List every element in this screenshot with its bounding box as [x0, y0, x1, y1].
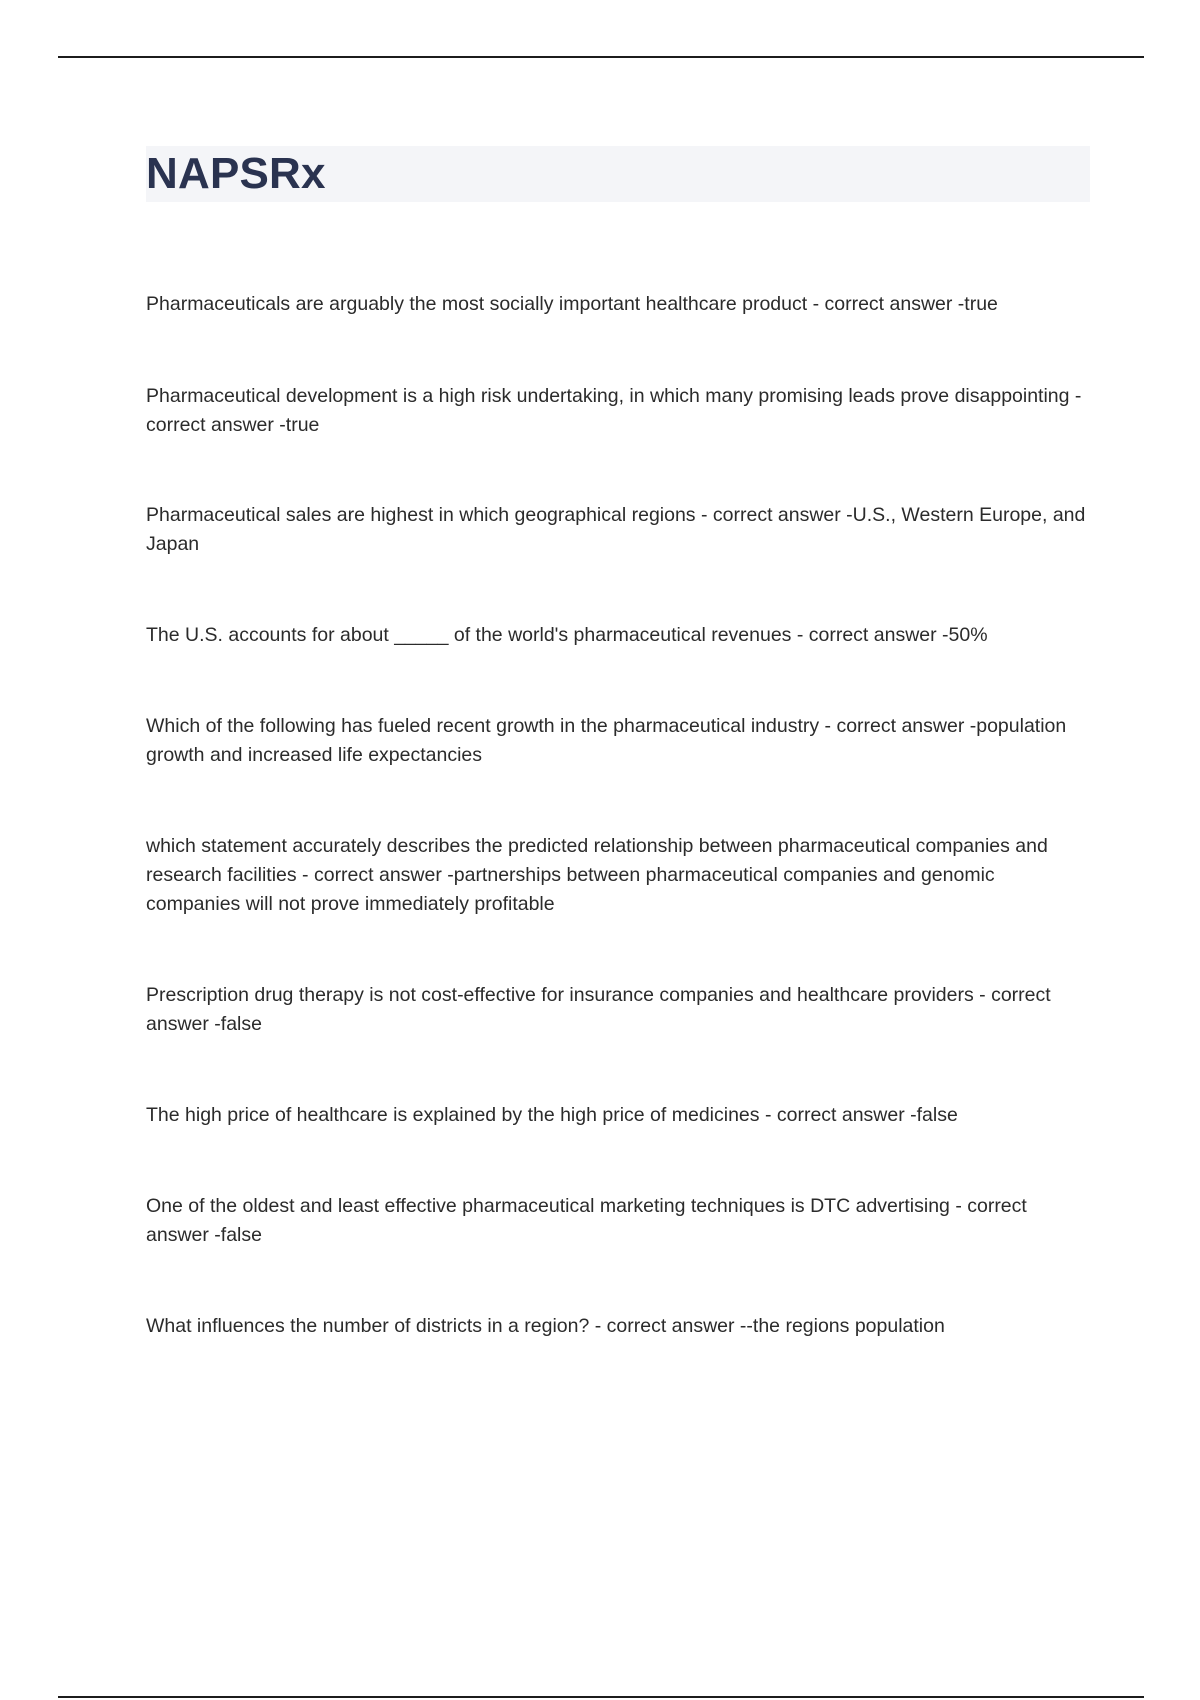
top-rule — [58, 56, 1144, 58]
qa-item-6: which statement accurately describes the predicted relationship between pharmaceutical companies and research facilities - correct answer -partnerships between pharmaceutical companies and genomic companies will not prove immediately profitable — [146, 835, 1048, 915]
qa-item-3: Pharmaceutical sales are highest in which geographical regions - correct answer -U.S., Western Europe, and Japan — [146, 504, 1086, 555]
qa-item-4: The U.S. accounts for about _____ of the world's pharmaceutical revenues - correct answer -50% — [146, 624, 988, 646]
title-band — [146, 146, 1090, 202]
qa-item-9: One of the oldest and least effective pharmaceutical marketing techniques is DTC advertising - correct answer -false — [146, 1195, 1027, 1246]
bottom-rule — [58, 1696, 1144, 1698]
qa-item-10: What influences the number of districts in a region? - correct answer --the regions population — [146, 1315, 945, 1337]
qa-item-8: The high price of healthcare is explained by the high price of medicines - correct answer -false — [146, 1104, 958, 1126]
document-title: NAPSRx — [146, 149, 326, 198]
qa-item-1: Pharmaceuticals are arguably the most socially important healthcare product - correct answer -true — [146, 293, 998, 315]
qa-item-5: Which of the following has fueled recent growth in the pharmaceutical industry - correct answer -population growth and increased life expectancies — [146, 715, 1067, 766]
qa-item-2: Pharmaceutical development is a high risk undertaking, in which many promising leads prove disappointing - correct answer -true — [146, 385, 1082, 436]
qa-item-7: Prescription drug therapy is not cost-effective for insurance companies and healthcare providers - correct answer -false — [146, 984, 1051, 1035]
